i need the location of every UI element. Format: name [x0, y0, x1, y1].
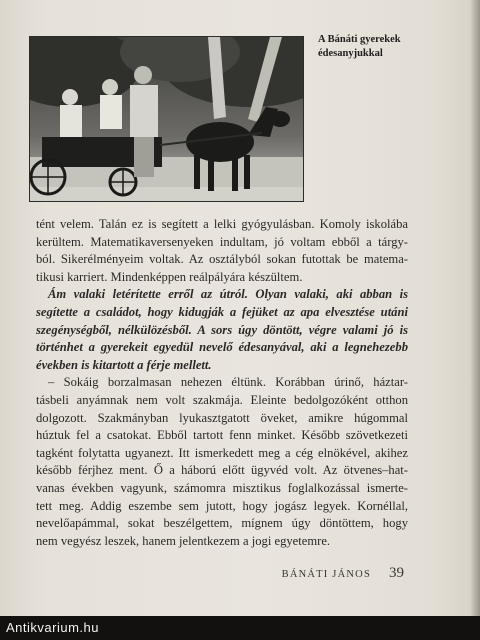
page-spine-shadow	[470, 0, 480, 640]
text-line-emphasis: szegénységből, nélkülözésből. A sors úgy döntött, végre valami jó is	[36, 322, 408, 337]
watermark: Antikvarium.hu	[0, 616, 480, 640]
text-line: nem vegyész leszek, hanem jelentkezem a jogi egyetemre.	[36, 533, 331, 548]
text-line-emphasis: segítette a családot, hogy kidugják a fejüket az apa elvesztése utáni	[36, 304, 408, 319]
text-line: kerültem. Matematikaversenyeken indultam, jó voltam ebből a tárgy-	[36, 234, 408, 249]
text-line: – Sokáig borzalmasan nehezen éltünk. Korábban úrinő, háztar-	[48, 375, 408, 390]
caption-line: édesanyjukkal	[318, 48, 383, 59]
text-line: dolgozott. Szakmányban lyukasztgatott öveket, amikre húgommal	[36, 410, 408, 425]
text-line: húztuk fel a csatokat. Ebből tartott fenn minket. Később szövetkezeti	[36, 428, 408, 443]
text-line-emphasis: években is kitartott a férje mellett.	[36, 357, 212, 372]
text-line: tásbeli anyámnak nem volt szakmája. Eleinte bedolgozóként otthon	[36, 392, 408, 407]
text-line-emphasis: történhet a gyerekeit egyedül nevelő édesanyával, aki a legnehezebb	[36, 340, 408, 355]
text-line-emphasis: Ám valaki letérítette erről az útról. Olyan valaki, aki abban is	[48, 287, 408, 302]
text-line: nevelőapámmal, sokat beszélgettem, mígnem úgy döntöttem, hogy	[36, 516, 408, 531]
text-line: tett meg. Addig eszembe sem jutott, hogy jogász legyek. Kornéllal,	[36, 498, 408, 513]
text-line: ból. Sikerélményeim voltak. Az osztályból sokan futottak be matema-	[36, 252, 408, 267]
family-photo	[29, 36, 304, 202]
text-line: tikusi karriert. Mindenképpen reálpályára készültem.	[36, 269, 303, 284]
text-line: később férjhez ment. Ő a háború előtt ügyvéd volt. Az ötvenes–hat-	[36, 463, 408, 478]
text-line: tagként folytatta ugyanezt. Itt ismerkedett meg a cég elnökével, akihez	[36, 445, 408, 460]
running-author: BÁNÁTI JÁNOS	[281, 569, 371, 580]
photo-caption	[318, 33, 448, 61]
page-number: 39	[389, 565, 404, 581]
page-footer	[0, 564, 404, 582]
text-line: vanas években vagyunk, számomra misztikus foglalkozással ismerte-	[36, 480, 408, 495]
text-line: tént velem. Talán ez is segített a lelki gyógyulásban. Komoly iskolába	[36, 217, 408, 231]
body-text	[36, 216, 408, 550]
caption-line: A Bánáti gyerekek	[318, 34, 401, 45]
